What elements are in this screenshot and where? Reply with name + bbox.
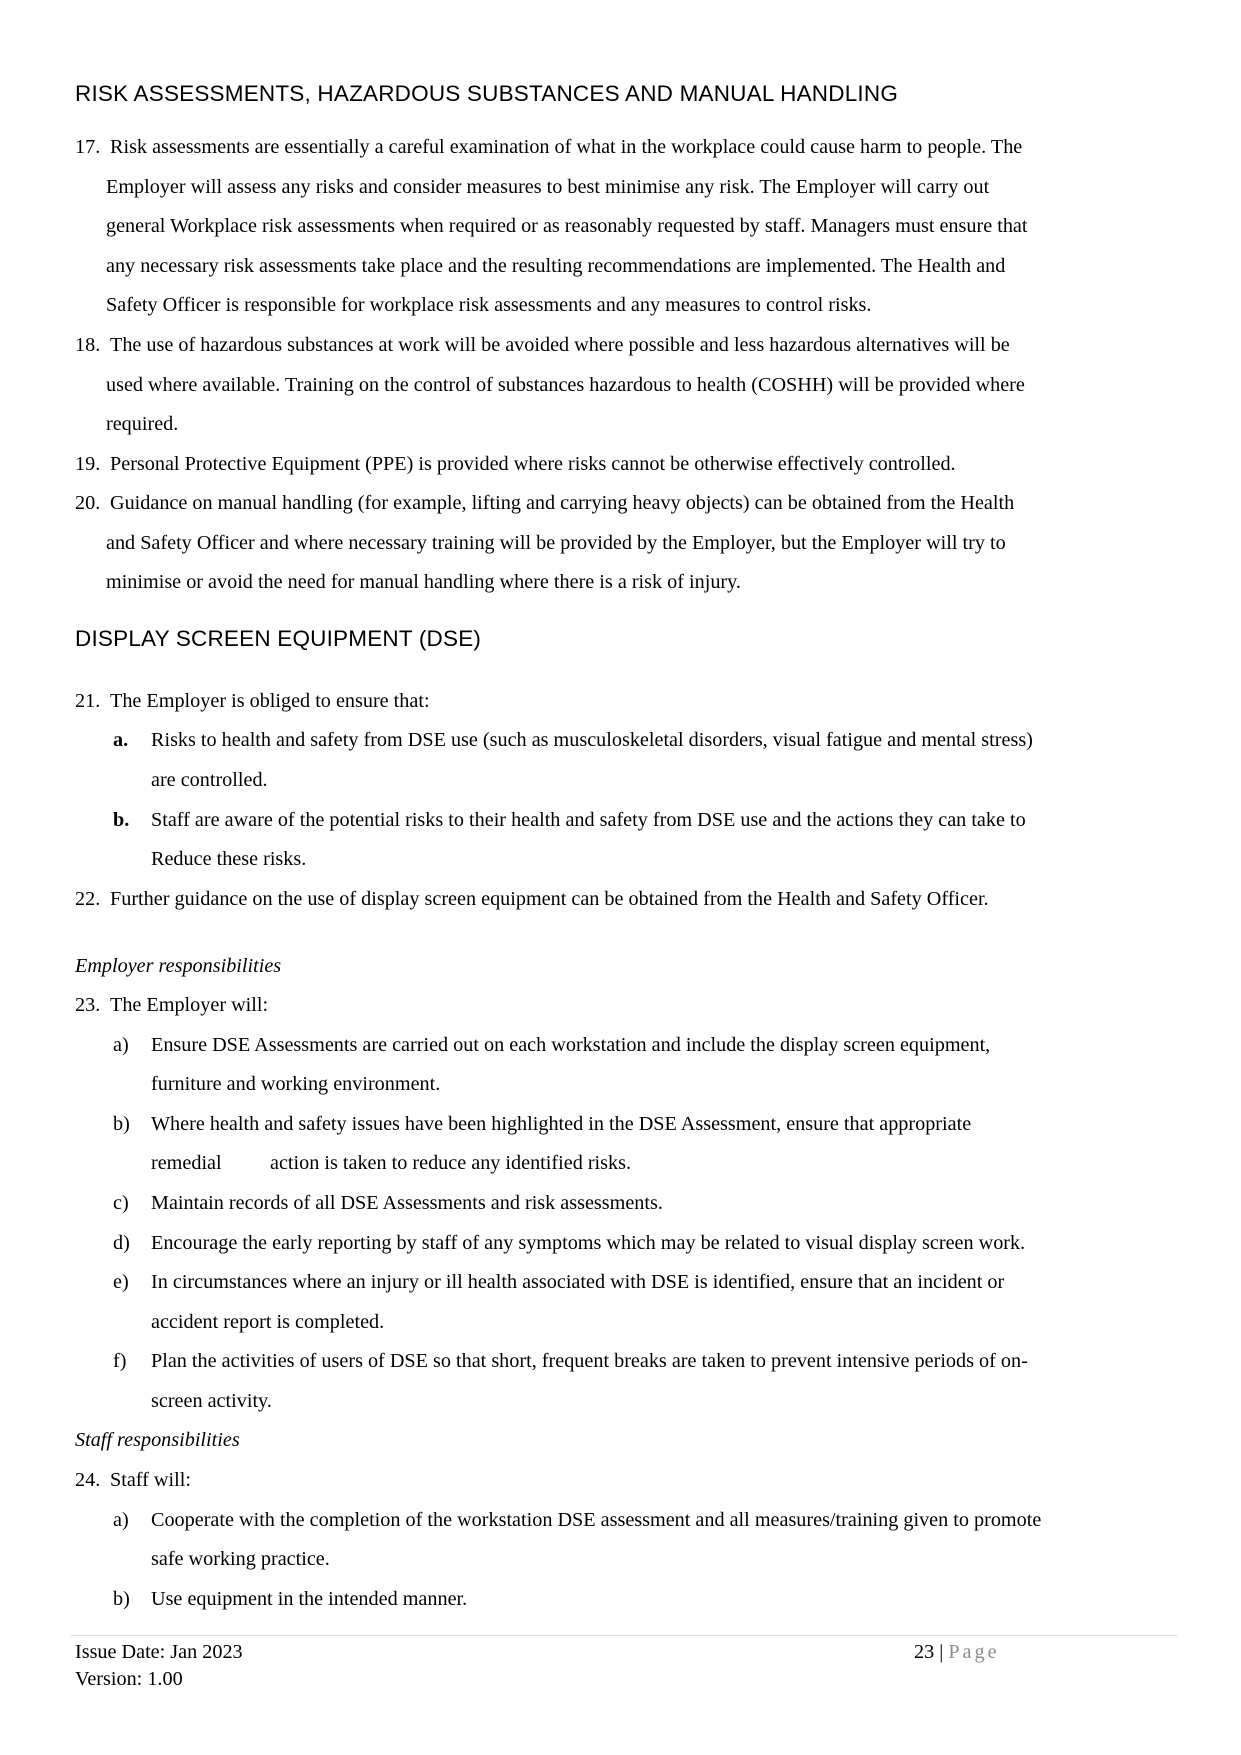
item-21-b-label: b. <box>113 809 130 831</box>
item-20-line-3: minimise or avoid the need for manual handling where there is a risk of injury. <box>106 571 741 593</box>
item-23-a-label: a) <box>113 1034 129 1056</box>
item-23-b-line-2b: action is taken to reduce any identified risks. <box>270 1152 632 1174</box>
item-23-b-line-1: Where health and safety issues have been highlighted in the DSE Assessment, ensure that appropriate <box>151 1113 972 1135</box>
item-17-number: 17. <box>75 136 101 158</box>
footer-version: Version: 1.00 <box>75 1668 183 1690</box>
item-21-a-line-2: are controlled. <box>151 769 268 791</box>
item-17-line-1: Risk assessments are essentially a careful examination of what in the workplace could cause harm to people. The <box>110 136 1023 158</box>
item-17-line-5: Safety Officer is responsible for workplace risk assessments and any measures to control risks. <box>106 294 872 316</box>
item-17-line-2: Employer will assess any risks and consider measures to best minimise any risk. The Employer will carry out <box>106 176 990 198</box>
item-24-b-line-1: Use equipment in the intended manner. <box>151 1588 468 1610</box>
item-24-a-line-2: safe working practice. <box>151 1548 330 1570</box>
item-19-number: 19. <box>75 453 101 475</box>
item-23-f-label: f) <box>113 1350 127 1372</box>
item-17-line-3: general Workplace risk assessments when required or as reasonably requested by staff. Managers must ensure that <box>106 215 1028 237</box>
item-23-f-line-1: Plan the activities of users of DSE so that short, frequent breaks are taken to prevent intensive periods of on- <box>151 1350 1028 1372</box>
item-23-line-1: The Employer will: <box>110 994 269 1016</box>
item-19-line-1: Personal Protective Equipment (PPE) is provided where risks cannot be otherwise effectively controlled. <box>110 453 956 475</box>
item-18-line-2: used where available. Training on the control of substances hazardous to health (COSHH) will be provided where <box>106 374 1025 396</box>
item-21-a-line-1: Risks to health and safety from DSE use (such as musculoskeletal disorders, visual fatigue and mental stress) <box>151 729 1033 751</box>
item-23-e-line-1: In circumstances where an injury or ill health associated with DSE is identified, ensure that an incident or <box>151 1271 1005 1293</box>
item-21-line-1: The Employer is obliged to ensure that: <box>110 690 430 712</box>
subheading-staff-responsibilities: Staff responsibilities <box>75 1429 240 1451</box>
item-23-f-line-2: screen activity. <box>151 1390 272 1412</box>
item-23-b-line-2a: remedial <box>151 1152 222 1174</box>
subheading-employer-responsibilities: Employer responsibilities <box>75 955 282 977</box>
item-18-line-1: The use of hazardous substances at work will be avoided where possible and less hazardous alternatives will be <box>110 334 1010 356</box>
item-23-e-label: e) <box>113 1271 129 1293</box>
item-18-line-3: required. <box>106 413 179 435</box>
footer-page-label: Page <box>948 1641 1000 1663</box>
footer-page-separator: | <box>939 1641 944 1663</box>
item-18-number: 18. <box>75 334 101 356</box>
item-24-a-line-1: Cooperate with the completion of the workstation DSE assessment and all measures/training given to promote <box>151 1509 1042 1531</box>
footer-page-number: 23 <box>914 1641 935 1663</box>
item-23-c-label: c) <box>113 1192 129 1214</box>
item-20-line-2: and Safety Officer and where necessary training will be provided by the Employer, but the Employer will try to <box>106 532 1006 554</box>
item-17-line-4: any necessary risk assessments take place and the resulting recommendations are implemented. The Health and <box>106 255 1006 277</box>
item-23-a-line-1: Ensure DSE Assessments are carried out on each workstation and include the display screen equipment, <box>151 1034 991 1056</box>
item-21-b-line-2: Reduce these risks. <box>151 848 307 870</box>
item-23-e-line-2: accident report is completed. <box>151 1311 385 1333</box>
item-21-b-line-1: Staff are aware of the potential risks to their health and safety from DSE use and the actions they can take to <box>151 809 1026 831</box>
item-24-number: 24. <box>75 1469 101 1491</box>
footer-divider <box>71 1635 1177 1636</box>
item-20-line-1: Guidance on manual handling (for example, lifting and carrying heavy objects) can be obtained from the Health <box>110 492 1015 514</box>
item-23-b-label: b) <box>113 1113 130 1135</box>
item-22-number: 22. <box>75 888 101 910</box>
footer-page-indicator <box>914 1640 1000 1664</box>
item-23-c-line-1: Maintain records of all DSE Assessments and risk assessments. <box>151 1192 663 1214</box>
item-23-a-line-2: furniture and working environment. <box>151 1073 441 1095</box>
footer-issue-date: Issue Date: Jan 2023 <box>75 1641 243 1663</box>
item-23-d-line-1: Encourage the early reporting by staff of any symptoms which may be related to visual display screen work. <box>151 1232 1026 1254</box>
item-23-number: 23. <box>75 994 101 1016</box>
item-20-number: 20. <box>75 492 101 514</box>
item-24-a-label: a) <box>113 1509 129 1531</box>
item-24-b-label: b) <box>113 1588 130 1610</box>
section-heading-dse: DISPLAY SCREEN EQUIPMENT (DSE) <box>75 626 482 651</box>
item-21-a-label: a. <box>113 729 129 751</box>
item-23-d-label: d) <box>113 1232 130 1254</box>
item-24-line-1: Staff will: <box>110 1469 191 1491</box>
section-heading-risk: RISK ASSESSMENTS, HAZARDOUS SUBSTANCES AND MANUAL HANDLING <box>75 81 899 106</box>
item-21-number: 21. <box>75 690 101 712</box>
item-22-line-1: Further guidance on the use of display screen equipment can be obtained from the Health and Safety Officer. <box>110 888 989 910</box>
